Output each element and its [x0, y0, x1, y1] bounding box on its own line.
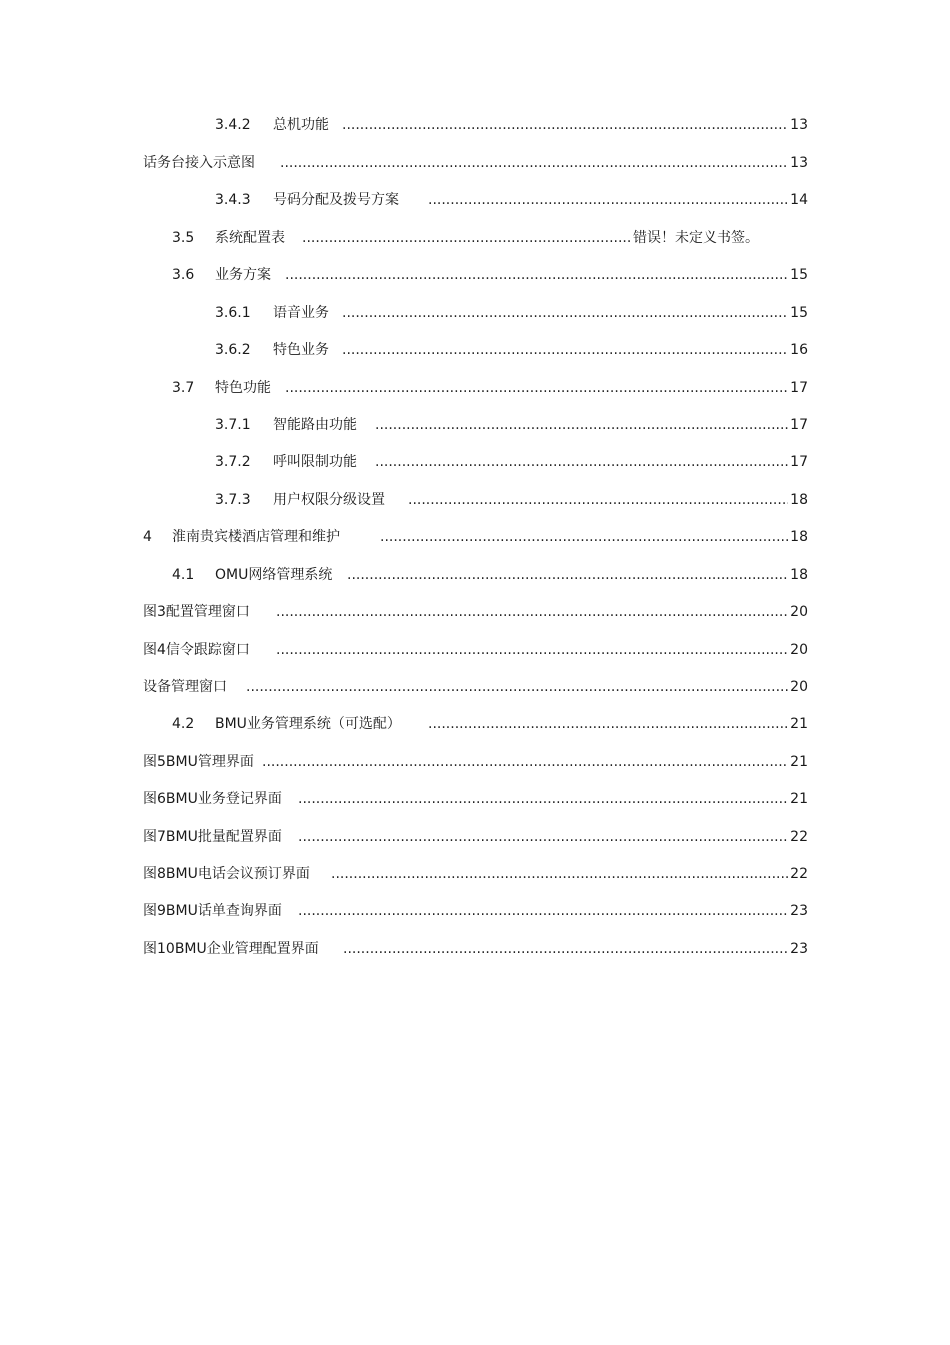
toc-number: 4 [143, 529, 152, 545]
toc-page: 13 [790, 117, 808, 133]
toc-leader [298, 900, 788, 922]
toc-page: 18 [790, 567, 808, 583]
toc-leader [331, 863, 788, 885]
toc-number: 3.7.3 [215, 492, 251, 508]
toc-leader [342, 302, 788, 324]
toc-leader [342, 339, 788, 361]
toc-number: 3.6.1 [215, 305, 251, 321]
toc-entry-3-4-2[interactable] [0, 114, 950, 136]
toc-title: 业务方案 [215, 267, 271, 283]
toc-number: 3.6.2 [215, 342, 251, 358]
toc-page: 20 [790, 604, 808, 620]
toc-title: 智能路由功能 [273, 417, 357, 433]
toc-entry-3-7[interactable] [0, 377, 950, 399]
toc-error-bookmark: 错误！未定义书签。 [633, 230, 759, 246]
toc-page: 21 [790, 754, 808, 770]
toc-leader [262, 751, 788, 773]
toc-leader [246, 676, 788, 698]
toc-leader [280, 152, 788, 174]
toc-entry-figure-5[interactable] [0, 751, 950, 773]
toc-entry-3-7-3[interactable] [0, 489, 950, 511]
toc-leader [428, 713, 788, 735]
toc-title: 呼叫限制功能 [273, 454, 357, 470]
toc-entry-figure-6[interactable] [0, 788, 950, 810]
toc-page: 22 [790, 866, 808, 882]
toc-title: OMU网络管理系统 [215, 567, 333, 583]
toc-leader [298, 788, 788, 810]
toc-leader [343, 938, 788, 960]
toc-title: 用户权限分级设置 [273, 492, 385, 508]
toc-number: 3.7 [172, 380, 195, 396]
toc-title: 图10BMU企业管理配置界面 [143, 941, 319, 957]
toc-entry-figure-4[interactable] [0, 639, 950, 661]
toc-title: BMU业务管理系统（可选配） [215, 716, 401, 732]
toc-leader [375, 451, 788, 473]
toc-page: 18 [790, 529, 808, 545]
toc-entry-4-2[interactable] [0, 713, 950, 735]
toc-number: 3.4.2 [215, 117, 251, 133]
toc-entry-3-4-3[interactable] [0, 189, 950, 211]
toc-leader [375, 414, 788, 436]
toc-page: 17 [790, 417, 808, 433]
toc-title: 特色功能 [215, 380, 271, 396]
toc-entry-figure-9[interactable] [0, 900, 950, 922]
toc-entry-figure-8[interactable] [0, 863, 950, 885]
toc-page: 22 [790, 829, 808, 845]
toc-title: 图3配置管理窗口 [143, 604, 250, 620]
toc-page: 17 [790, 454, 808, 470]
toc-title: 图5BMU管理界面 [143, 754, 254, 770]
toc-leader [428, 189, 788, 211]
toc-title: 话务台接入示意图 [143, 155, 255, 171]
toc-entry-3-6[interactable] [0, 264, 950, 286]
toc-leader [342, 114, 788, 136]
toc-entry-4-1[interactable] [0, 564, 950, 586]
toc-entry-figure-3[interactable] [0, 601, 950, 623]
toc-page: 14 [790, 192, 808, 208]
toc-leader [276, 639, 788, 661]
toc-page: 20 [790, 679, 808, 695]
toc-entry-3-5[interactable] [0, 227, 950, 249]
toc-title: 总机功能 [273, 117, 329, 133]
toc-page: 16 [790, 342, 808, 358]
toc-number: 4.2 [172, 716, 195, 732]
toc-page: 15 [790, 267, 808, 283]
toc-page: 23 [790, 903, 808, 919]
toc-entry-3-6-1[interactable] [0, 302, 950, 324]
toc-entry-figure[interactable] [0, 152, 950, 174]
toc-entry-figure-7[interactable] [0, 826, 950, 848]
toc-leader [298, 826, 788, 848]
toc-title: 图8BMU电话会议预订界面 [143, 866, 310, 882]
toc-entry-3-6-2[interactable] [0, 339, 950, 361]
toc-title: 图9BMU话单查询界面 [143, 903, 282, 919]
toc-page: 13 [790, 155, 808, 171]
toc-title: 语音业务 [273, 305, 329, 321]
toc-entry-device-management[interactable] [0, 676, 950, 698]
toc-number: 3.7.2 [215, 454, 251, 470]
toc-leader [276, 601, 788, 623]
toc-page: 20 [790, 642, 808, 658]
toc-leader [285, 377, 788, 399]
toc-page: 21 [790, 791, 808, 807]
toc-title: 图6BMU业务登记界面 [143, 791, 282, 807]
toc-number: 3.5 [172, 230, 195, 246]
toc-leader [380, 526, 788, 548]
toc-number: 4.1 [172, 567, 195, 583]
toc-leader [347, 564, 788, 586]
toc-title: 图7BMU批量配置界面 [143, 829, 282, 845]
toc-number: 3.6 [172, 267, 195, 283]
toc-entry-4[interactable] [0, 526, 950, 548]
toc-leader [302, 227, 632, 249]
toc-leader [285, 264, 788, 286]
toc-leader [408, 489, 788, 511]
toc-title: 特色业务 [273, 342, 329, 358]
toc-number: 3.4.3 [215, 192, 251, 208]
toc-page: 17 [790, 380, 808, 396]
toc-page: 21 [790, 716, 808, 732]
toc-entry-3-7-2[interactable] [0, 451, 950, 473]
toc-title: 设备管理窗口 [143, 679, 227, 695]
toc-number: 3.7.1 [215, 417, 251, 433]
toc-title: 淮南贵宾楼酒店管理和维护 [172, 529, 340, 545]
toc-entry-3-7-1[interactable] [0, 414, 950, 436]
toc-page: 18 [790, 492, 808, 508]
toc-title: 号码分配及拨号方案 [273, 192, 399, 208]
toc-page: 23 [790, 941, 808, 957]
toc-entry-figure-10[interactable] [0, 938, 950, 960]
toc-title: 系统配置表 [215, 230, 285, 246]
toc-page: 15 [790, 305, 808, 321]
toc-title: 图4信令跟踪窗口 [143, 642, 250, 658]
